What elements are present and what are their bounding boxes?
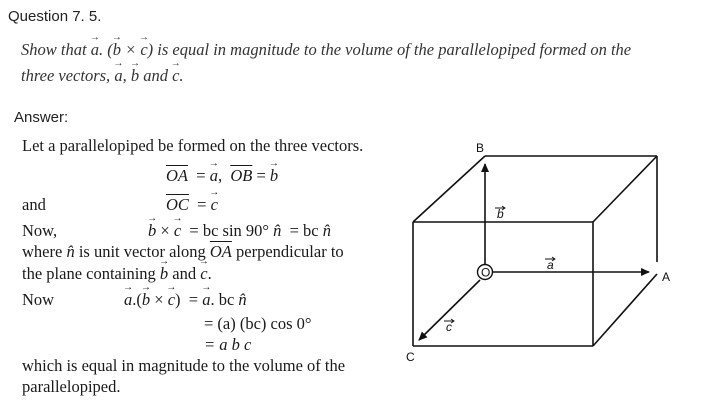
label-o: O: [481, 265, 491, 280]
label-vec-c: c: [446, 320, 452, 334]
equation-oc: $\overline{OC}$ = → c: [166, 195, 218, 215]
label-c: C: [406, 350, 415, 364]
question-heading: Question 7. 5.: [8, 8, 102, 25]
conclusion-line-2: parallelopiped.: [22, 377, 121, 396]
step-2: = (a) (bc) cos 0°: [204, 314, 312, 333]
equation-cross: → b × → c = bc sin 90° n̂ = bc n̂: [148, 221, 331, 241]
label-vec-b: b: [497, 207, 504, 221]
question-line-1: Show that → a. (→ b × → c) is equal in magnitude to the volume of the parallelopiped formed on the: [21, 40, 631, 60]
conclusion-line-1: which is equal in magnitude to the volume of the: [22, 356, 346, 375]
label-a: A: [662, 270, 671, 284]
plane-line: the plane containing → b and → c.: [22, 264, 212, 284]
equation-oa-ob: $\overline{OA}$ = → a, $\overline{OB}$ = → b: [166, 166, 278, 186]
where-line: where n̂ is unit vector along $\overline{OA}$ perpendicular to: [22, 242, 344, 261]
edge-bottom-right: [593, 274, 657, 346]
label-b: B: [476, 141, 485, 155]
answer-intro: Let a parallelopiped be formed on the three vectors.: [22, 136, 364, 155]
answer-heading: Answer:: [14, 109, 69, 126]
question-line-2: three vectors, → a, → b and → c.: [21, 66, 184, 86]
now-label: Now,: [22, 221, 58, 240]
edge-top-left: [413, 156, 485, 222]
equation-triple: → a.(→ b × → c) = → a. bc n̂: [124, 290, 247, 310]
label-vec-a: a: [547, 258, 554, 272]
edge-top-right: [593, 156, 657, 222]
and-label: and: [22, 195, 46, 214]
step-3: = a b c: [204, 335, 252, 354]
now2-label: Now: [22, 290, 55, 309]
